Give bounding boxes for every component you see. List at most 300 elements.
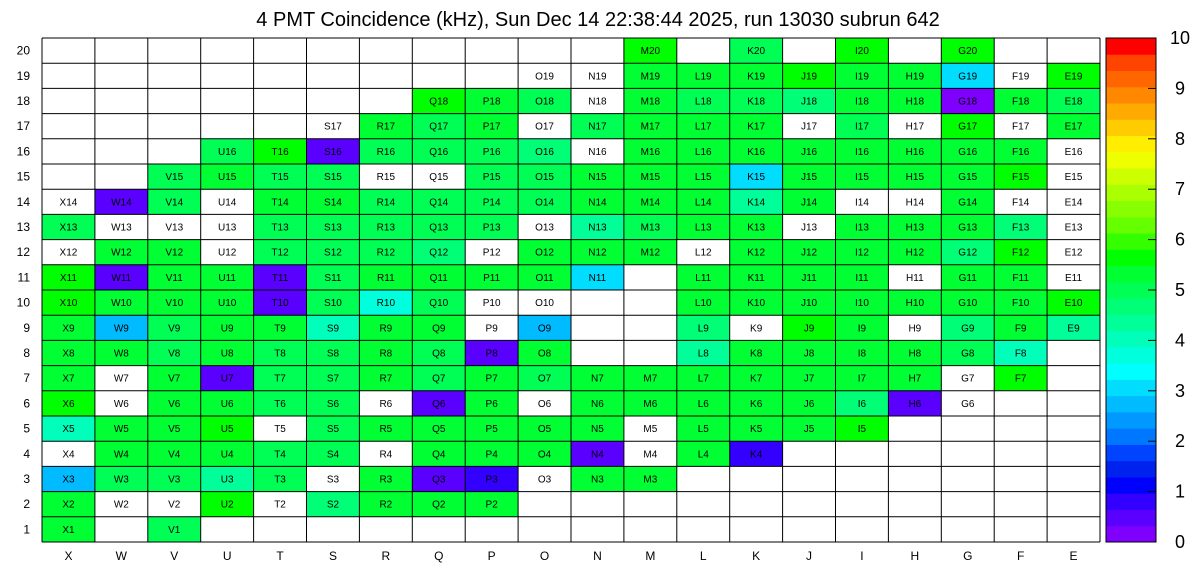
cell-label: U3	[220, 474, 234, 486]
color-scale-segment	[1106, 136, 1156, 153]
cell-label: L15	[694, 172, 712, 184]
cell-label: U11	[218, 272, 236, 284]
color-scale-tick-label: 7	[1174, 179, 1186, 200]
cell-label: S13	[324, 222, 342, 234]
cell-label: X13	[59, 222, 78, 234]
cell-label: L8	[697, 348, 709, 360]
y-tick-label: 11	[17, 270, 30, 285]
cell-label: Q6	[432, 398, 446, 410]
cell-label: U13	[217, 222, 237, 234]
color-scale-tick-label: 0	[1174, 532, 1186, 552]
cell-label: X2	[62, 499, 75, 511]
cell-label: O18	[535, 96, 555, 108]
color-scale-segment	[1106, 233, 1156, 250]
cell-label: R14	[376, 197, 396, 209]
cell-label: W5	[113, 424, 129, 436]
cell-label: P9	[485, 323, 498, 335]
color-scale-segment	[1106, 396, 1156, 413]
color-scale-segment	[1106, 412, 1156, 429]
x-tick-label: Q	[434, 549, 444, 563]
cell-label: Q14	[429, 197, 449, 209]
cell-label: O9	[537, 323, 552, 335]
color-scale-segment	[1106, 152, 1156, 169]
color-scale-segment	[1106, 119, 1156, 136]
cell-label: T2	[274, 499, 286, 511]
cell-label: G18	[958, 96, 978, 108]
cell-label: R17	[376, 121, 396, 133]
cell-label: J13	[800, 222, 818, 234]
cell-label: T10	[271, 298, 289, 310]
y-tick-label: 5	[23, 421, 30, 436]
cell-label: R3	[379, 474, 393, 486]
heatmap-grid	[42, 38, 1100, 542]
cell-label: N19	[588, 71, 607, 83]
cell-label: O5	[537, 424, 552, 436]
color-scale-segment	[1106, 71, 1156, 88]
cell-label: Q10	[429, 298, 449, 310]
cell-label: G10	[958, 298, 978, 310]
cell-label: W7	[113, 373, 129, 385]
cell-label: M19	[640, 71, 661, 83]
cell-label: J14	[800, 197, 818, 209]
color-scale-segment	[1106, 184, 1156, 201]
cell-label: I7	[857, 373, 867, 385]
cell-label: M7	[643, 373, 658, 385]
cell-label: U7	[220, 373, 234, 385]
cell-label: E15	[1064, 172, 1083, 184]
cell-label: J18	[800, 96, 818, 108]
cell-label: S11	[324, 272, 342, 284]
cell-label: P11	[483, 272, 501, 284]
cell-label: P2	[485, 499, 498, 511]
x-tick-label: W	[115, 549, 128, 563]
cell-label: I12	[854, 247, 869, 259]
cell-label: V9	[168, 323, 181, 335]
cell-label: G6	[961, 398, 975, 410]
cell-label: H14	[905, 197, 925, 209]
cell-label: E17	[1064, 121, 1083, 133]
cell-label: P13	[482, 222, 501, 234]
cell-label: G14	[958, 197, 978, 209]
cell-label: I10	[854, 298, 869, 310]
cell-label: F14	[1012, 197, 1030, 209]
cell-label: X11	[59, 272, 77, 284]
cell-label: I11	[855, 272, 869, 284]
cell-label: K15	[747, 172, 766, 184]
cell-label: S5	[326, 424, 340, 436]
cell-label: V12	[165, 247, 184, 259]
color-scale-segment	[1106, 363, 1156, 380]
cell-label: S17	[324, 121, 342, 133]
y-tick-label: 1	[23, 522, 30, 537]
x-tick-label: U	[222, 549, 232, 563]
cell-label: T4	[274, 449, 286, 461]
cell-label: Q18	[429, 96, 449, 108]
cell-label: Q9	[432, 323, 446, 335]
cell-label: T9	[274, 323, 286, 335]
x-tick-label: L	[699, 549, 707, 563]
cell-label: U14	[217, 197, 237, 209]
cell-label: H17	[905, 121, 925, 133]
cell-label: V2	[168, 499, 181, 511]
cell-label: U15	[217, 172, 237, 184]
cell-label: N14	[588, 197, 607, 209]
color-scale-segment	[1106, 493, 1156, 510]
cell-label: O17	[535, 121, 555, 133]
cell-label: J11	[801, 272, 817, 284]
cell-label: X6	[62, 398, 75, 410]
cell-label: O7	[537, 373, 552, 385]
x-tick-label: F	[1016, 549, 1025, 563]
cell-label: L7	[697, 373, 709, 385]
y-tick-label: 13	[16, 220, 30, 234]
cell-label: L18	[694, 96, 712, 108]
cell-label: U6	[220, 398, 234, 410]
cell-label: P8	[485, 348, 498, 360]
cell-label: N11	[588, 272, 607, 284]
color-scale-tick-label: 1	[1174, 481, 1186, 502]
cell-label: O15	[535, 172, 555, 184]
cell-label: J10	[800, 298, 818, 310]
cell-label: K19	[747, 71, 766, 83]
color-scale-segment	[1106, 201, 1156, 218]
cell-label: K7	[750, 373, 763, 385]
cell-label: I20	[854, 46, 869, 58]
y-tick-label: 6	[23, 396, 30, 411]
cell-label: O16	[535, 146, 555, 158]
cell-label: K8	[750, 348, 763, 360]
y-tick-label: 17	[16, 119, 30, 134]
x-tick-label: T	[276, 549, 284, 563]
cell-label: V10	[165, 298, 184, 310]
cell-label: V4	[168, 449, 181, 461]
y-tick-label: 12	[16, 245, 30, 260]
cell-label: N13	[588, 222, 607, 234]
cell-label: G7	[961, 373, 975, 385]
cell-label: U8	[220, 348, 234, 360]
cell-label: R12	[376, 247, 396, 259]
x-tick-label: P	[487, 549, 496, 563]
cell-label: G9	[961, 323, 975, 335]
cell-label: H9	[908, 323, 922, 335]
cell-label: H15	[905, 172, 925, 184]
cell-label: X14	[59, 197, 78, 209]
cell-label: T12	[271, 247, 289, 259]
cell-label: R6	[379, 398, 393, 410]
cell-label: S2	[326, 499, 340, 511]
x-axis-ticks	[64, 549, 1077, 563]
cell-label: S3	[326, 474, 340, 486]
color-scale-segment	[1106, 314, 1156, 331]
cell-label: P18	[482, 96, 501, 108]
cell-label: J16	[800, 146, 818, 158]
cell-label: T6	[274, 398, 286, 410]
y-tick-label: 20	[16, 43, 30, 58]
cell-label: K20	[747, 46, 766, 58]
cell-label: Q5	[432, 424, 446, 436]
cell-label: V1	[168, 524, 181, 536]
cell-label: E16	[1064, 146, 1083, 158]
cell-label: F16	[1012, 146, 1030, 158]
cell-label: V6	[168, 398, 181, 410]
cell-label: E12	[1064, 247, 1083, 259]
cell-label: H13	[905, 222, 925, 234]
cell-label: G8	[961, 348, 975, 360]
color-scale-tick-label: 3	[1174, 380, 1186, 401]
cell-label: Q17	[429, 121, 449, 133]
cell-label: U10	[217, 298, 237, 310]
cell-label: J19	[800, 71, 818, 83]
y-tick-label: 19	[16, 68, 30, 83]
cell-label: N18	[588, 96, 607, 108]
color-scale-segment	[1106, 54, 1156, 71]
cell-label: W11	[111, 272, 132, 284]
cell-label: M14	[640, 197, 661, 209]
cell-label: M5	[643, 424, 658, 436]
x-tick-label: H	[910, 549, 920, 563]
cell-label: O3	[537, 474, 552, 486]
cell-label: X12	[59, 247, 78, 259]
color-scale-segment	[1106, 168, 1156, 185]
cell-label: X9	[62, 323, 75, 335]
cell-label: P5	[485, 424, 498, 436]
y-tick-label: 16	[16, 144, 30, 159]
cell-label: L17	[694, 121, 712, 133]
cell-label: M16	[640, 146, 661, 158]
cell-label: K9	[750, 323, 763, 335]
x-tick-label: X	[64, 549, 73, 563]
cell-label: J8	[803, 348, 815, 360]
x-tick-label: I	[860, 549, 864, 563]
cell-label: K4	[750, 449, 763, 461]
cell-label: M13	[640, 222, 661, 234]
cell-label: I8	[857, 348, 867, 360]
cell-label: N12	[588, 247, 607, 259]
cell-label: T16	[271, 146, 289, 158]
cell-label: G16	[958, 146, 978, 158]
cell-label: T5	[274, 424, 286, 436]
color-scale-segment	[1106, 347, 1156, 364]
cell-label: O19	[535, 71, 555, 83]
cell-label: K18	[747, 96, 766, 108]
color-scale-segment	[1106, 461, 1156, 478]
cell-label: Q2	[432, 499, 446, 511]
cell-label: N15	[588, 172, 607, 184]
x-tick-label: G	[963, 549, 973, 563]
cell-label: K6	[750, 398, 763, 410]
cell-label: O14	[535, 197, 555, 209]
cell-label: M17	[640, 121, 661, 133]
cell-label: J15	[800, 172, 818, 184]
y-axis-ticks	[17, 44, 31, 537]
cell-label: R16	[376, 146, 396, 158]
x-tick-label: E	[1069, 549, 1078, 563]
cell-label: K5	[750, 424, 763, 436]
cell-label: R4	[379, 449, 393, 461]
cell-label: R2	[379, 499, 393, 511]
cell-label: L10	[694, 298, 712, 310]
cell-label: P10	[482, 298, 501, 310]
cell-label: V7	[168, 373, 181, 385]
cell-label: L14	[694, 197, 712, 209]
cell-label: M20	[640, 46, 661, 58]
cell-label: E14	[1064, 197, 1083, 209]
cell-label: U16	[217, 146, 237, 158]
cell-label: H8	[908, 348, 922, 360]
cell-label: H18	[905, 96, 925, 108]
cell-label: K17	[747, 121, 766, 133]
cell-label: O6	[537, 398, 552, 410]
cell-label: I17	[854, 121, 869, 133]
cell-label: N6	[591, 398, 604, 410]
cell-label: E11	[1065, 272, 1083, 284]
cell-label: F18	[1012, 96, 1030, 108]
x-tick-label: M	[645, 549, 656, 563]
cell-label: O4	[537, 449, 552, 461]
cell-label: I5	[857, 424, 867, 436]
y-tick-label: 7	[23, 371, 30, 386]
cell-label: E9	[1067, 323, 1080, 335]
cell-label: S16	[324, 146, 342, 158]
color-scale-segment	[1106, 298, 1156, 315]
cell-label: L13	[694, 222, 712, 234]
cell-label: M12	[640, 247, 661, 259]
cell-label: N3	[591, 474, 604, 486]
cell-label: V13	[165, 222, 184, 234]
cell-label: W6	[113, 398, 129, 410]
y-tick-label: 10	[16, 295, 30, 310]
cell-label: V8	[168, 348, 181, 360]
color-scale-tick-label: 10	[1169, 28, 1191, 48]
color-scale-segment	[1106, 103, 1156, 120]
color-scale-tick-label: 5	[1174, 280, 1186, 300]
cell-label: Q12	[429, 247, 449, 259]
cell-label: Q11	[429, 272, 448, 284]
cell-label: H7	[908, 373, 922, 385]
cell-label: T14	[271, 197, 289, 209]
y-tick-label: 4	[23, 446, 30, 461]
cell-label: L9	[697, 323, 709, 335]
cell-label: W3	[113, 474, 129, 486]
color-scale-segment	[1106, 444, 1156, 461]
cell-label: X8	[62, 348, 75, 360]
cell-label: G13	[958, 222, 978, 234]
cell-label: Q15	[429, 172, 449, 184]
cell-label: Q13	[429, 222, 449, 234]
color-scale-tick-label: 4	[1174, 330, 1186, 351]
cell-label: K14	[747, 197, 766, 209]
cell-label: P14	[482, 197, 501, 209]
cell-label: N4	[591, 449, 604, 461]
cell-label: O10	[535, 298, 555, 310]
color-scale-tick-label: 2	[1174, 431, 1186, 452]
cell-label: M4	[643, 449, 658, 461]
cell-label: W10	[111, 298, 132, 310]
cell-label: H19	[905, 71, 925, 83]
cell-label: I18	[854, 96, 869, 108]
cell-label: Q16	[429, 146, 449, 158]
cell-label: G15	[958, 172, 978, 184]
cell-label: O11	[535, 272, 554, 284]
cell-label: Q8	[432, 348, 446, 360]
cell-label: L11	[695, 272, 712, 284]
cell-label: W14	[111, 197, 132, 209]
cell-label: E19	[1064, 71, 1083, 83]
cell-label: S4	[326, 449, 340, 461]
cell-label: M3	[643, 474, 658, 486]
x-tick-label: O	[539, 549, 550, 563]
cell-label: T3	[274, 474, 286, 486]
cell-label: L12	[694, 247, 712, 259]
cell-label: U4	[220, 449, 234, 461]
cell-label: R10	[376, 298, 396, 310]
cell-label: N16	[588, 146, 607, 158]
x-tick-label: K	[752, 549, 761, 563]
cell-label: U5	[220, 424, 234, 436]
cell-label: O8	[537, 348, 552, 360]
cell-label: G11	[958, 272, 977, 284]
y-tick-label: 15	[16, 169, 30, 184]
cell-label: I14	[854, 197, 869, 209]
color-scale-segment	[1106, 331, 1156, 348]
cell-label: P7	[485, 373, 498, 385]
x-tick-label: J	[806, 549, 813, 563]
cell-label: T8	[274, 348, 286, 360]
cell-label: N17	[588, 121, 607, 133]
cell-label: Q3	[432, 474, 446, 486]
cell-label: H12	[905, 247, 925, 259]
color-scale-segment	[1106, 249, 1156, 266]
cell-label: F8	[1014, 348, 1027, 360]
color-scale-tick-label: 8	[1174, 128, 1186, 149]
cell-label: T11	[271, 272, 289, 284]
cell-label: U2	[220, 499, 234, 511]
cell-label: Q7	[432, 373, 446, 385]
cell-label: T7	[274, 373, 286, 385]
cell-label: W12	[111, 247, 132, 259]
cell-label: J9	[803, 323, 815, 335]
cell-label: L16	[694, 146, 712, 158]
cell-label: F12	[1012, 247, 1030, 259]
cell-label: G17	[958, 121, 978, 133]
cell-label: R13	[376, 222, 396, 234]
y-tick-label: 9	[23, 320, 30, 335]
cell-label: O12	[535, 247, 555, 259]
y-tick-label: 18	[16, 94, 30, 108]
cell-label: V3	[168, 474, 181, 486]
color-scale-segment	[1106, 509, 1156, 526]
cell-label: V15	[165, 172, 184, 184]
cell-label: F17	[1012, 121, 1030, 133]
cell-label: W8	[113, 348, 129, 360]
cell-label: P3	[485, 474, 498, 486]
cell-label: M18	[640, 96, 661, 108]
cell-label: T13	[271, 222, 289, 234]
y-tick-label: 14	[16, 194, 30, 209]
cell-label: I9	[857, 323, 867, 335]
cell-label: W9	[113, 323, 129, 335]
cell-label: F10	[1012, 298, 1030, 310]
cell-label: M15	[640, 172, 661, 184]
cell-label: X10	[59, 298, 78, 310]
cell-label: E13	[1064, 222, 1083, 234]
cell-label: S6	[326, 398, 340, 410]
cell-label: O13	[535, 222, 555, 234]
cell-label: V14	[165, 197, 184, 209]
cell-label: K16	[747, 146, 766, 158]
cell-label: R11	[377, 272, 395, 284]
cell-label: V5	[168, 424, 181, 436]
